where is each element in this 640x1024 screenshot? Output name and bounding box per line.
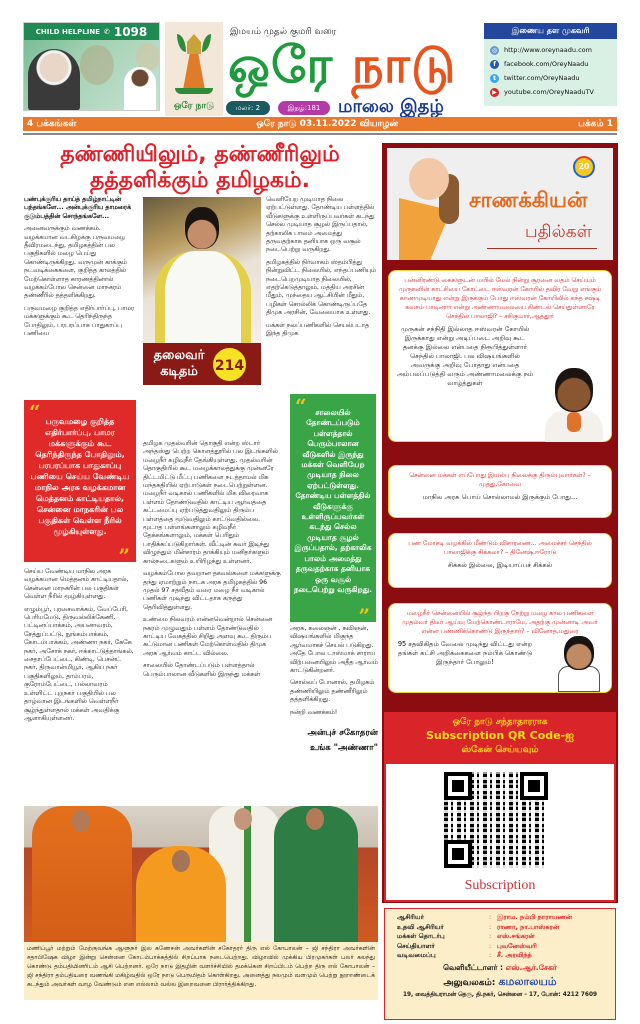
signoff-line-1: அன்புச் சகோதரன் [307,728,378,738]
link-text[interactable]: http://www.oreynaadu.com [504,46,592,54]
newspaper-emblem [165,22,223,116]
subscription-header [384,712,616,764]
qr-finder [444,772,472,800]
credit-name: இராம. நம்பி நாராயணன் [497,913,573,921]
article-paragraph: தமிழக முதல்வரின் தொகுதி என்ற ஸ்டார் அந்தஸ்து பெற்ற கொளத்தூரில் பல இடங்களில் மழைநீர் கழிவுநீர் தேங்கியுள்ளது. முதல்வரின் தொகுதியில் கூட மழைக்காலத்துக்கு முன்னரே திட்டமிட்டு மீட்பு பணிகளை நடத்தாமல் மிக மந்தகதியில் ஏற்பாடுகள் நடைபெற்றுள்ளன. மழைநீர் வடிகால் பணிகளில் மிக விரைவாக பள்ளம் தோண்டுவதில் காட்டிய ஆர்வத்தை கட்டமைப்பு ஏற்படுத்துவதிலும் திரும்ப பள்ளத்தை மூடுவதிலும் காட்டுவதில்லை. மூடாத பள்ளங்களாலும் கழிவுநீர் தேக்கங்களாலும், மக்கள் பெரிதும் பாதிக்கப்படுகிறார்கள். வீட்டின் சுவர் இடிந்து விழுந்தும் மின்சாரம் தாக்கியும் மனிதர்களும் கால்நடைகளும் உயிரிழந்து உள்ளனர். [143,440,278,565]
subscription-qr-code[interactable] [444,772,548,868]
link-text[interactable]: youtube.com/OreyNaaduTV [504,88,594,96]
credit-name: சீ. அரவிந்த் [497,951,532,959]
issue-badge: இதழ்:181 [278,101,330,115]
separator: : [489,922,492,931]
tower-icon [183,54,205,90]
helpline-number: 1098 [113,24,148,39]
sage-illustration [395,154,465,260]
link-twitter[interactable] [490,71,611,85]
article-column-3b [290,625,380,721]
photo-face [306,808,324,830]
phone-icon: ✆ [103,27,110,36]
article-column-2 [143,440,281,683]
photo-face [172,850,190,872]
divider [23,133,617,135]
ad-photo-child [80,45,114,85]
question-text: மழைநீர் சென்னையில் சூழ்ந்த பிறகு நேற்று மழை கால பணிகளை முதல்வர் திடீர் ஆய்வு மேற்கொண்டாராமே, அதற்கு முன்னாடி அவர் என்ன பண்ணிக்கொண்டு இருந்தார்? – வினோத்,மதுரை [402,610,598,635]
leader-photo [143,197,261,343]
article-paragraph: சாலையில் தோண்டப்படும் பள்ளத்தால் பெரும்பாலான வீடுகளில் இருந்து மக்கள் [143,662,261,678]
credit-role: ஆசிரியர் [397,913,424,921]
office-line [391,975,609,990]
date-bar [23,117,617,131]
photo-figure-body [155,251,251,343]
pull-quote-green [290,394,376,628]
article-paragraph: தமிழகத்தில் நிர்வாகம் ஸ்தம்பித்து நின்றுவிட்ட நிலையில், எந்தப்பணியும் நடைபெறமுடியாத நிலையில், எதற்கெடுத்தாலும், மத்திய அரசின் மீதும், முந்தைய ஆட்சியின் மீதும், பழிகள் சொல்லிக் கொண்டிருப்பதே திமுக அரசின், வேலையாக உள்ளது. [266,258,377,317]
newspaper-title [228,36,457,94]
answer-text: சிக்கல் இல்லை, இடியாப்பச் சிக்கல் [447,561,553,569]
separator: : [489,941,492,950]
article-column-1 [24,196,136,343]
article-paragraph: செய்ய வேண்டிய மாநில அரசு வழக்கமான மெத்தனம் காட்டியதால், சென்னை மாநகரின் பல பகுதிகள் வெள்ள நீரில் மூழ்கியுள்ளது. [24,568,129,601]
salutation: பண்புக்குரிய தாய்த் தமிழ்நாட்டின் பந்தங்களே... அன்புக்குரிய தாமரைக் குடும்பத்தின் சொந்தங்களே... [24,196,132,220]
title-word-2: நாடு [351,36,457,94]
separator: : [489,951,492,959]
article-paragraph: அனைவருக்கும் வணக்கம். வழக்கமான வடகிழக்கு பருவமழை தீவிரமடைந்து, தமிழகத்தின் பல பகுதிகளில் மழை பெய்து கொண்டிருக்கிறது. வருமுன் காக்கும் நடவடிக்கைகளை, குறித்த காலத்தில் மேற்கொள்ளாத காரணத்தினால் வழக்கம்போல சென்னை மாநகரம் தண்ணீரில் தத்தளிக்கிறது. [24,225,127,300]
close-quote-icon: ” [358,604,370,628]
article-paragraph: எழும்பூர், புரசைவாக்கம், வேப்பேரி, பெரியமேடு, திருவல்லிக்கேணி, பட்டினப்பாக்கம், அயனாவரம், சேத்துப்பட்டு, நுங்கம்பாக்கம், கோடம்பாக்கம், அண்ணா நகர், கேகே நகர், அசோக் நகர், ஈக்காட்டுத்தாங்கல், சைதாப்பேட்டை, கிண்டி, பெசன்ட் நகர், திருவான்மியூர், ஆகிய நகர் பகுதிகளிலும், தாம்பரம், குரோம்பேட்டை, பல்லாவரம் உள்ளிட்ட புறநகர் பகுதியில் பல தாழ்வான இடங்களில் வெள்ளநீர் சூழ்ந்துள்ளதால் மக்கள் அவதிக்கு ஆளாகியுள்ளனர். [24,605,134,722]
answer-text: 95 சதவிகிதம் வேலை முடிந்து விட்டது என்ற தங்கள் கட்சி அறிக்கைகளை நம்பிக் கொண்டு இருந்தார் போலும்! [397,640,533,666]
question-text: பன்னிரண்டு கைகளுடன் மயில் மேல் நின்று சூரனை வதம் செய்யும் முருகனின் காட்சியை கோட்டை ஈஸ்வரன் கோயில் தவிர வேறு எங்கும் காணமுடியாது என்று இருக்கும் போது ஈஸ்வரன் கோயிலில் கந்த சஷ்டி கவசம் பாடினார் என்று அண்ணாமலையை கிண்டல் செய்துள்ளாரே செந்தில் பாலாஜி? – சசிகுமார்,ஆத்தூர் [398,277,602,320]
close-quote-icon: ” [118,544,130,568]
qr-label: Subscription [464,878,536,893]
headline-line-1: தண்ணியிலும், தண்ணீரிலும் [60,142,340,167]
publisher-label: வெளியீட்டாளர் : [443,962,504,972]
credit-role: மக்கள் தொடர்பு [397,932,445,940]
emblem-label: ஒரே நாடு [173,101,215,111]
pull-quote-text: சாலையில் தோண்டப்படும் பள்ளத்தால் பெரும்பாலான வீடுகளில் இருந்து மக்கள் வெளியேற முடியாத நிலை ஏற்பட்டுள்ளது. தோண்டிய பள்ளத்தில் வீடுகளுக்கு உள்ளிருப்பவர்கள் கடந்து செல்ல முடியாத சூழல் இருப்பதால், தற்காலிக பாலம் அமைத்து தருவதற்காக தனியாக ஒரு வசூல் நடைபெற்று வருகிறது. [294,408,373,594]
volume-badge: மலர்: 2 [226,101,270,115]
link-website[interactable] [490,43,611,57]
question-text: சென்னை மக்கள் எப்போது இயல்பு நிலைக்கு திரும்புவார்கள்? – முத்து,கோவை [409,472,591,488]
child-helpline-ad[interactable] [23,22,160,111]
credit-role: உதவி ஆசிரியர் [397,922,444,931]
question-text: பண மோசடி வழக்கில் மீண்டும் விசாரணை... அமைச்சர் செந்தில் பாலாஜிக்கு சிக்கலா? – தினேஷ்,ஈரோடு [408,540,592,556]
issue-date: ஒரே நாடு 03.11.2022 வியாழன் [256,118,399,129]
column-subtitle: பதில்கள் [525,222,592,242]
credit-row [391,913,609,923]
office-address: 19, வைத்தியராமன் தெரு, தி.நகர், சென்னை – 17, போன்: 4212 7609 [402,991,598,998]
open-quote-icon: “ [29,400,41,424]
column-title: சாணக்கியன் [469,188,588,212]
pull-quote-red [24,400,136,568]
chanakyan-banner [387,148,613,260]
open-quote-icon: “ [295,394,307,418]
publisher-name: எஸ்.ஆர்.சேகர் [505,962,557,972]
anniversary-badge: 20 [573,156,595,178]
youtube-icon: ▶ [490,88,499,97]
twitter-icon: t [490,74,499,83]
link-text[interactable]: twitter.com/OreyNaadu [504,74,580,82]
web-address-box [484,23,617,106]
credit-role: வடிவமைப்பு [397,951,436,959]
article-paragraph: சொல்லப் போனால், தமிழகம் தண்ணியிலும் தண்ணீரிலும் தத்தளிக்கிறது. [290,679,375,704]
caricature-head [564,636,594,670]
emblem-base [175,88,213,94]
article-paragraph: வழக்கம்போல தவறான தகவல்களை மக்களுக்கு தந்து ஏமாற்றும் நாடக அரசு தமிழகத்தில் 96 முதல் 97 சதவீதம் வரை மழை நீர் வடிகால் பணிகள் முடிந்து விட்டதாக கருத்து தெரிவித்துள்ளது. [143,570,281,611]
portrait-head [555,368,593,412]
web-box-title: இணைய தள முகவரி [484,23,617,39]
answer-text: முருகன் சந்நிதி இல்லாத ஈஸ்வரன் கோயில் இருக்காது என்று அடிப்படை அறிவு கூட தனக்கு இல்லை என்பதை நிரூபித்துள்ளார் செந்தில் பாலாஜி. பல விஷயங்களில் அவருக்கு அறிவு போதாது என்பதை அம்பலப்படுத்தி வரும் அண்ணாமலைக்கு நம் வாழ்த்துகள் [396,325,534,387]
leader-letter-title: தலைவர் கடிதம் [153,348,205,379]
article-paragraph: உண்மை நிலவரம் என்னவென்றால் சென்னை நகரம் முழுவதும் பள்ளம் தோண்டுவதில் காட்டிய வேகத்தில் சிறிது அளவு கூட திரும்ப கட்டுமான பணிகள் மேற்கொள்வதில் திமுக அரசு ஆர்வம் காட்ட வில்லை. [143,616,273,657]
ad-photo-leader [28,49,80,111]
title-word-1: ஒரே [228,36,334,94]
publisher-line [391,963,609,973]
headline-line-2: தத்தளிக்கும் தமிழகம். [90,168,310,193]
photo-face [72,810,90,832]
separator: : [489,932,492,940]
subscription-line-3: ஸ்கேன் செய்யவும் [461,745,539,755]
photo-caption: மணிப்பூர் மற்றும் மேற்குவங்க ஆளுநர் இல கணேசன் அவர்களின் சகோதரர் திரு எல் கோபாலன் – ஜி சந்திரா அவர்களின் சதாபிஷேக விழா இன்று சென்னை கோடம்பாக்கத்தில் சிறப்பாக நடைபெற்றது. விழாவில் முக்கிய பிரமுகர்கள் பலர் கலந்து கொண்டு தம்பதியினரிடம் ஆசி பெற்றனர். ஒரே நாடு இதழின் வளர்ச்சியில் தமக்கென சிறப்பிடம் பெற்ற திரு எல் கோபாலன் – ஜி சந்திரா தம்பதியரை வணங்கி மகிழ்வதில் ஒரே நாடு பெருமிதம் கொள்கிறது. அனைத்து நலமும் வளமும் பெற்று நூறாண்டைக் கடந்தும் அவர்கள் வாழ வேண்டும் என எல்லாம் வல்ல இறைவனை பிரார்த்திக்கிறது. [24,942,378,1000]
tagline: இமயம் முதல் குமரி வரை [230,27,337,37]
credit-role: செய்தியாளர் [397,941,435,950]
helpline-bar [24,23,159,40]
article-column-1b [24,568,136,727]
credit-row [391,951,609,961]
photo-face [234,808,252,830]
sage-head [409,158,449,200]
page-count: 4 பக்கங்கள் [27,118,77,129]
folded-hands [567,412,581,432]
page-number: பக்கம் 1 [578,118,613,129]
link-facebook[interactable] [490,57,611,71]
answer-text: மாநில அரசு பொய் சொல்லாமல் இருக்கும் போது... [422,493,578,501]
leaf-icon [202,34,211,52]
subscription-line-2: Subscription QR Code-ஐ [425,729,575,742]
qa-card [388,533,612,588]
credit-row [391,923,609,933]
letter-number-badge: 214 [211,346,248,383]
article-paragraph: மக்கள் நலப்பணிகளில் செயல்படாத இந்த திமுக [266,321,370,338]
credit-name: எஸ்.சங்கரன் [497,932,535,940]
qr-finder [444,840,472,868]
event-photo [24,806,378,942]
article-paragraph: நன்றி வணக்கம்! [290,708,338,716]
credit-name: ராணா, நா.பாஸ்கரன் [497,922,560,931]
leader-letter-label [143,343,261,385]
article-column-3 [266,196,378,343]
leaf-icon [177,34,186,52]
pen-nib-icon [187,34,201,54]
portrait-illustration [543,368,605,442]
globe-icon: ◎ [491,46,498,54]
link-text[interactable]: facebook.com/OreyNaadu [504,60,589,68]
office-name: கமலாலயம் [498,974,557,988]
article-paragraph: வெளியேற முடியாத நிலை ஏற்பட்டுள்ளது. தோண்டிய பள்ளத்தில் வீடுகளுக்கு உள்ளிருப்பவர்கள் கடந்து செல்ல முடியாத சூழல் இருப்பதால், தற்காலிக பாலம் அமைத்து தருவதற்காக தனியாக ஒரு வசூல் நடைபெற்று வருகிறது. [266,196,375,254]
divider [487,248,597,249]
edition-label: மாலை இதழ் [338,96,444,117]
signoff-line-2: உங்க "அண்ணா" [310,743,378,753]
credit-row [391,932,609,942]
ad-caption: Dr. R.G. Anand [123,102,153,107]
link-youtube[interactable] [490,85,611,99]
qa-card [388,465,612,518]
subscription-line-1: ஒரே நாடு சந்தாதாரராக [452,717,548,727]
helpline-label: CHILD HELPLINE [35,27,100,36]
pull-quote-text: பருவமழை குறித்த எதிர்பார்ப்பு, பாமர மக்களுக்கும் கூட தெரிந்திருந்த போதிலும், பரபரப்பாக பாதுகாப்பு பணியை செய்ய வேண்டிய மாநில அரசு வழக்கமான மெத்தனம் காட்டியதால், சென்னை மாநகரின் பல பகுதிகள் வெள்ள நீரில் மூழ்கியுள்ளது. [30,417,130,536]
office-label: அலுவலகம்: [443,977,496,988]
masthead [0,0,640,116]
caricature-illustration [550,636,606,692]
photo-figure-head [185,207,219,249]
main-headline [22,142,378,194]
editorial-credits [384,908,616,1020]
facebook-icon: f [490,60,499,69]
credit-row [391,942,609,952]
qr-finder [520,772,548,800]
signoff [290,726,378,756]
article-paragraph: அரசு, கலைஞன் , கவிஞன், விஷயங்களில் மிகுந்த ஆர்வமாகச் செயல் படுகிறது. அதே போல டாஸ்மாக் சாராய விற்பனையிலும் அதீத ஆர்வம் காட்டுகின்றனர். [290,625,378,675]
separator: : [489,913,492,921]
credit-name: புவனேஸ்வரி [497,941,537,950]
article-paragraph: பருவமழை குறித்த எதிர்பார்ப்பு, பாமர மக்களுக்கும் கூட தெரிந்திருந்த போதிலும், பரபரப்பாக பாதுகாப்பு பணியை [24,304,135,338]
